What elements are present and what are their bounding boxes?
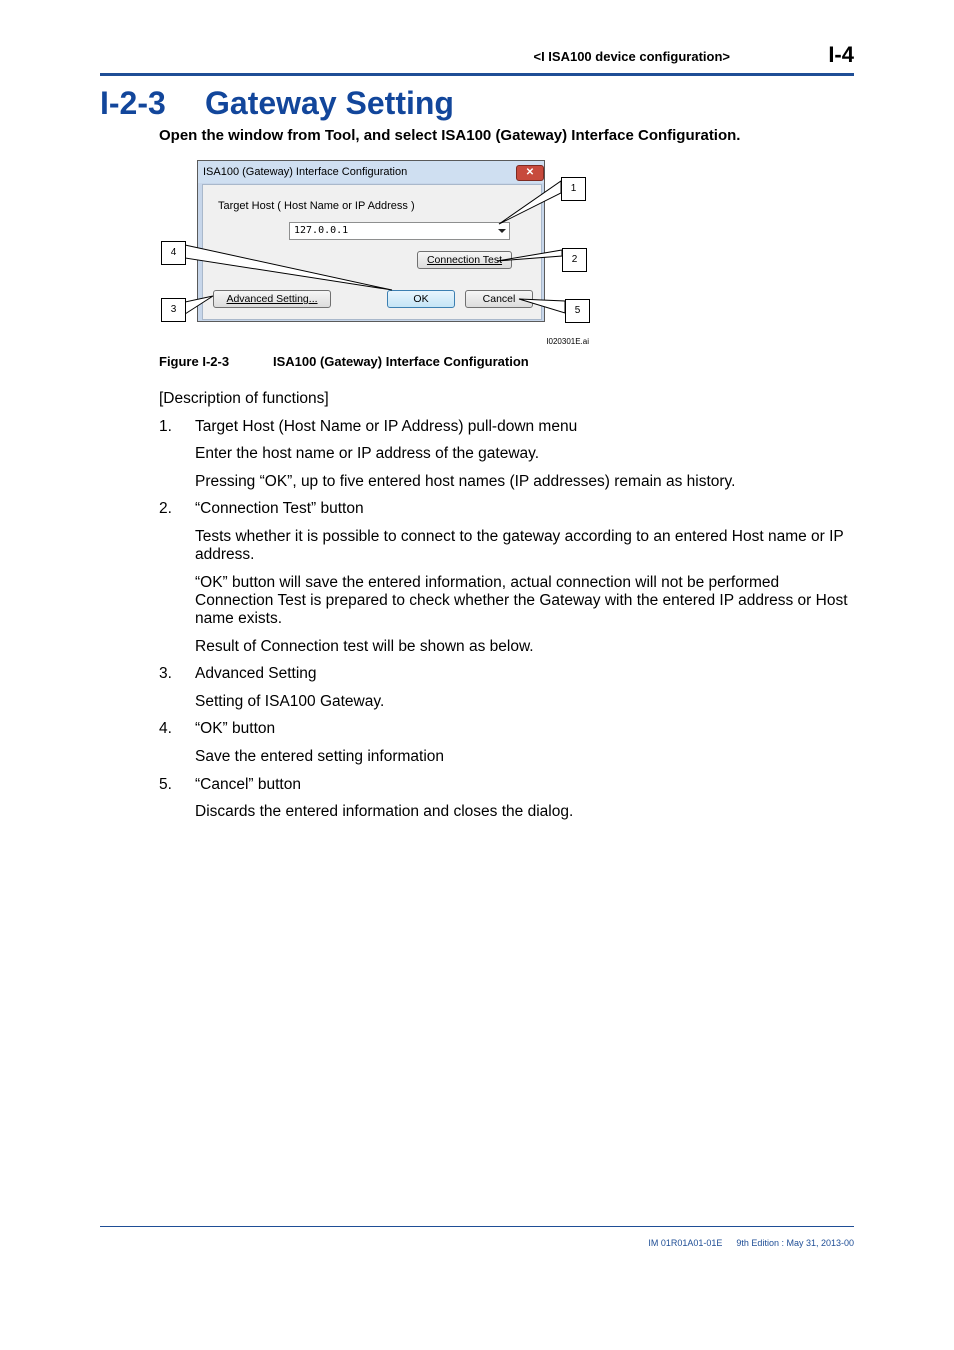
- item-text: Setting of ISA100 Gateway.: [195, 693, 385, 710]
- item-text: Discards the entered information and closes the dialog.: [195, 803, 574, 820]
- footer: [560, 1238, 854, 1248]
- item-title: Target Host (Host Name or IP Address) pull-down menu: [195, 418, 578, 435]
- callout-leader-1: [499, 181, 561, 224]
- callout-leader-5: [519, 299, 565, 313]
- intro-instruction: Open the window from Tool, and select ISA100 (Gateway) Interface Configuration.: [159, 127, 741, 144]
- callout-4: 4: [161, 241, 186, 265]
- item-title: Advanced Setting: [195, 665, 317, 682]
- footer-edition: 9th Edition : May 31, 2013-00: [736, 1238, 854, 1248]
- item-number: 3.: [159, 665, 172, 682]
- callout-leader-3: [185, 296, 213, 314]
- callout-leaders: [0, 0, 954, 400]
- item-number: 4.: [159, 720, 172, 737]
- description-heading: [Description of functions]: [159, 390, 329, 407]
- callout-5: 5: [565, 299, 590, 323]
- figure-label: Figure I-2-3: [159, 354, 230, 369]
- dialog-title: ISA100 (Gateway) Interface Configuration: [203, 166, 408, 178]
- item-title: “Cancel” button: [195, 776, 301, 793]
- callout-leader-2: [497, 250, 562, 261]
- connection-test-button[interactable]: Connection Test: [417, 251, 512, 269]
- callout-1: 1: [561, 177, 586, 201]
- callout-2: 2: [562, 248, 587, 272]
- item-text: Tests whether it is possible to connect to the gateway according to an entered Host name or IP address.: [195, 528, 844, 563]
- item-text: Enter the host name or IP address of the gateway.: [195, 445, 540, 462]
- target-host-value: 127.0.0.1: [294, 225, 349, 236]
- section-title-text: Gateway Setting: [205, 85, 454, 121]
- item-number: 1.: [159, 418, 172, 435]
- running-header: <I ISA100 device configuration>: [533, 49, 730, 64]
- footer-rule: [100, 1226, 854, 1227]
- close-icon[interactable]: ✕: [516, 165, 544, 181]
- footer-doc-id: IM 01R01A01-01E: [648, 1238, 723, 1248]
- page-number: I-4: [828, 42, 854, 67]
- item-text: Pressing “OK”, up to five entered host names (IP addresses) remain as history.: [195, 473, 736, 490]
- callout-3: 3: [161, 298, 186, 322]
- figure-caption: [159, 354, 529, 369]
- advanced-setting-button[interactable]: Advanced Setting...: [213, 290, 331, 308]
- figure-caption-text: ISA100 (Gateway) Interface Configuration: [273, 354, 529, 369]
- figure-file-id: I020301E.ai: [546, 337, 589, 346]
- ok-button[interactable]: OK: [387, 290, 455, 308]
- item-number: 2.: [159, 500, 172, 517]
- item-text: Save the entered setting information: [195, 748, 445, 765]
- callout-leader-4: [185, 245, 392, 290]
- item-title: “OK” button: [195, 720, 276, 737]
- cancel-button[interactable]: Cancel: [465, 290, 533, 308]
- section-number: I-2-3: [100, 85, 166, 121]
- item-number: 5.: [159, 776, 172, 793]
- target-host-label: Target Host ( Host Name or IP Address ): [218, 200, 415, 212]
- item-text: Result of Connection test will be shown as below.: [195, 638, 534, 655]
- item-text: “OK” button will save the entered information, actual connection will not be performed Connection Test is prepared to check whether the Gateway with the entered IP address or Host name exists.: [195, 574, 848, 627]
- item-title: “Connection Test” button: [195, 500, 364, 517]
